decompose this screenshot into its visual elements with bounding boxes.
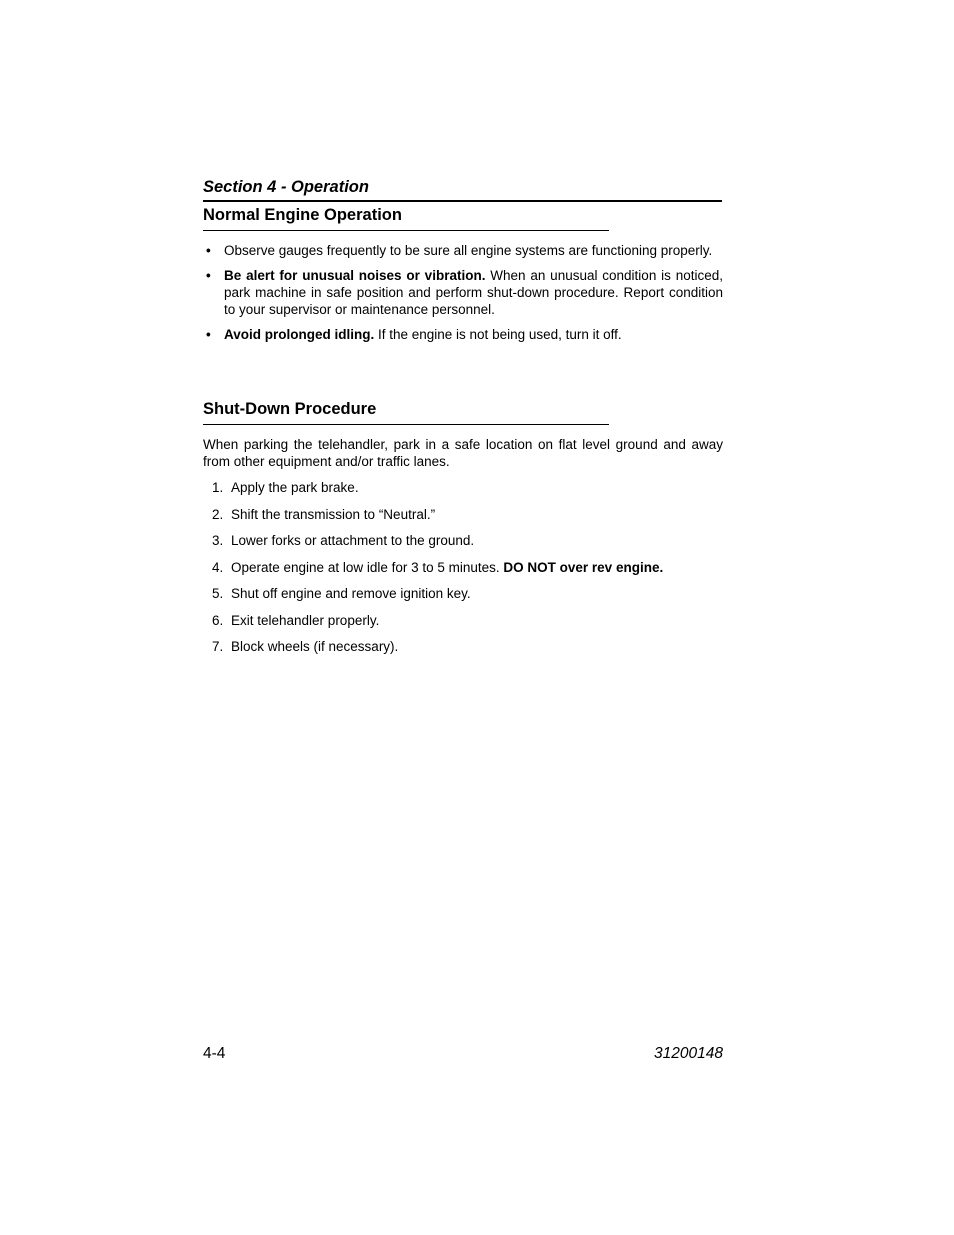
bullet-icon: •: [206, 243, 211, 258]
step-item: [203, 638, 723, 655]
step-text: Operate engine at low idle for 3 to 5 minutes.: [231, 559, 504, 575]
shutdown-intro-paragraph: When parking the telehandler, park in a safe location on flat level ground and away from other equipment and/or traffic lanes.: [203, 437, 723, 469]
step-number: 1.: [212, 480, 224, 495]
step-text: Apply the park brake.: [231, 480, 359, 495]
page-number: 4-4: [203, 1045, 226, 1062]
step-number: 4.: [212, 559, 224, 575]
step-text: Block wheels (if necessary).: [231, 639, 399, 654]
step-item: [203, 479, 723, 496]
heading-shut-down-procedure: Shut-Down Procedure: [203, 398, 609, 425]
bullet-text: Observe gauges frequently to be sure all engine systems are functioning properly.: [224, 243, 713, 258]
bullet-text: When an unusual condition is noticed, park machine in safe position and perform shut-down procedure. Report condition to your supervisor or maintenance personnel.: [224, 268, 723, 317]
heading-normal-engine-operation: Normal Engine Operation: [203, 204, 609, 231]
bullet-icon: •: [206, 327, 211, 342]
normal-engine-bullet-list: [203, 242, 723, 351]
step-number: 6.: [212, 612, 224, 628]
step-text: Shift the transmission to “Neutral.”: [231, 506, 436, 522]
step-number: 2.: [212, 506, 224, 522]
step-text: Shut off engine and remove ignition key.: [231, 586, 471, 601]
step-item: [203, 506, 723, 523]
bullet-item: [203, 242, 723, 259]
section-title: Section 4 - Operation: [203, 176, 722, 202]
step-item: [203, 585, 723, 602]
step-text: Lower forks or attachment to the ground.: [231, 533, 475, 548]
document-number: 31200148: [654, 1045, 723, 1062]
step-item: [203, 532, 723, 549]
step-item: [203, 559, 723, 576]
step-item: [203, 612, 723, 629]
bullet-icon: •: [206, 268, 211, 283]
step-bold-text: DO NOT over rev engine.: [503, 559, 664, 575]
bullet-text: If the engine is not being used, turn it off.: [374, 327, 622, 342]
bullet-item: [203, 326, 723, 343]
step-number: 7.: [212, 639, 224, 654]
step-number: 3.: [212, 533, 224, 548]
bullet-bold-text: Be alert for unusual noises or vibration.: [224, 268, 486, 283]
step-text: Exit telehandler properly.: [231, 612, 380, 628]
bullet-item: [203, 267, 723, 318]
manual-page: [203, 0, 723, 1235]
step-number: 5.: [212, 586, 224, 601]
bullet-bold-text: Avoid prolonged idling.: [224, 327, 375, 342]
shutdown-steps-list: [203, 479, 723, 665]
